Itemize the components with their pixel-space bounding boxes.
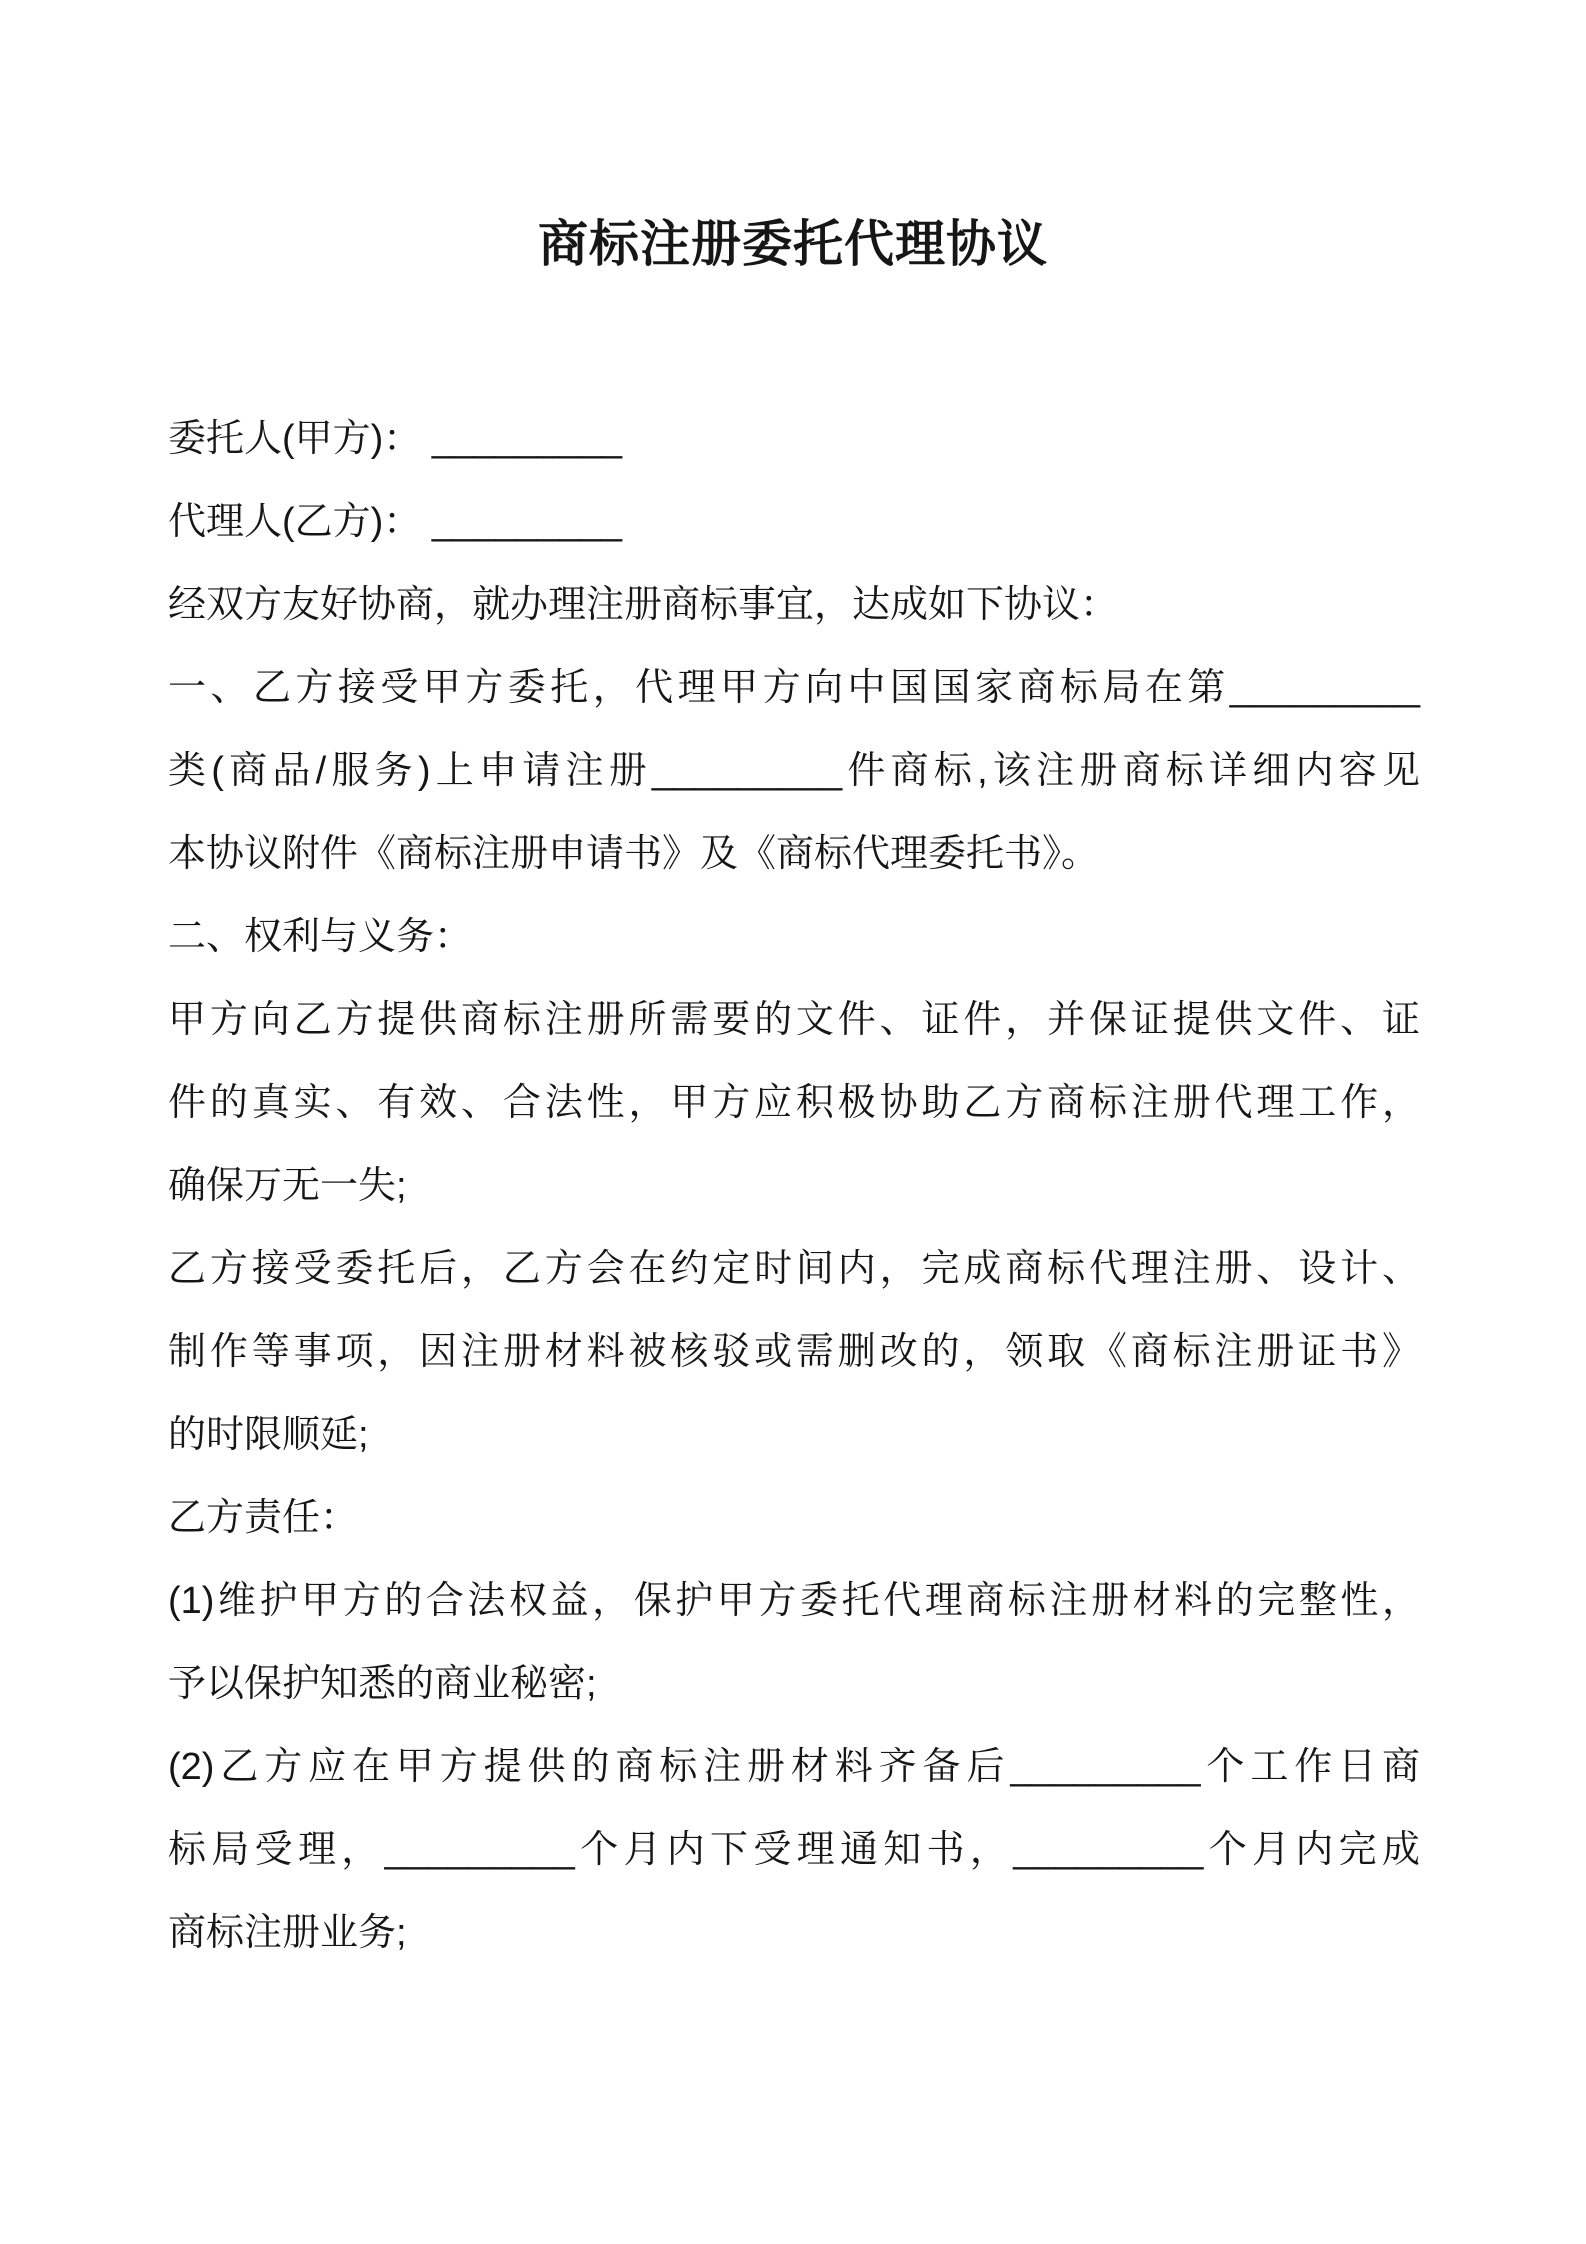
- document-line-preamble: 经双方友好协商，就办理注册商标事宜，达成如下协议：: [168, 584, 1119, 626]
- document-line-clause1-b: 类(商品/服务)上申请注册_________件商标,该注册商标详细内容见: [168, 750, 1420, 792]
- document-line-clause2-heading: 二、权利与义务：: [168, 916, 473, 958]
- document-line-clause1-a: 一、乙方接受甲方委托，代理甲方向中国国家商标局在第_________: [168, 667, 1420, 709]
- document-line-partyB-work-b: 制作等事项，因注册材料被核驳或需删改的，领取《商标注册证书》: [168, 1331, 1420, 1373]
- document-line-partyB-duty1-a: (1)维护甲方的合法权益，保护甲方委托代理商标注册材料的完整性，: [168, 1580, 1420, 1622]
- document-line-principal: 委托人(甲方)： _________: [168, 418, 623, 460]
- document-line-partyB-duty2-a: (2)乙方应在甲方提供的商标注册材料齐备后_________个工作日商: [168, 1746, 1420, 1788]
- document-line-partyB-work-a: 乙方接受委托后，乙方会在约定时间内，完成商标代理注册、设计、: [168, 1248, 1420, 1290]
- document-title: 商标注册委托代理协议: [538, 216, 1048, 272]
- document-line-partyB-duty2-b: 标局受理，_________个月内下受理通知书，_________个月内完成: [168, 1829, 1420, 1871]
- document-body: [168, 398, 1420, 1975]
- document-line-agent: 代理人(乙方)： _________: [168, 501, 623, 543]
- document-line-partyB-duty1-b: 予以保护知悉的商业秘密;: [168, 1663, 597, 1705]
- document-line-clause1-c: 本协议附件《商标注册申请书》及《商标代理委托书》。: [168, 833, 1100, 875]
- document-line-partyB-work-c: 的时限顺延;: [168, 1414, 369, 1456]
- document-line-partyA-duty-b: 件的真实、有效、合法性，甲方应积极协助乙方商标注册代理工作，: [168, 1082, 1420, 1124]
- document-line-partyA-duty-c: 确保万无一失;: [168, 1165, 407, 1207]
- document-line-partyB-duty2-c: 商标注册业务;: [168, 1912, 407, 1954]
- document-line-partyA-duty-a: 甲方向乙方提供商标注册所需要的文件、证件，并保证提供文件、证: [168, 999, 1420, 1041]
- document-line-partyB-duty-heading: 乙方责任：: [168, 1497, 359, 1539]
